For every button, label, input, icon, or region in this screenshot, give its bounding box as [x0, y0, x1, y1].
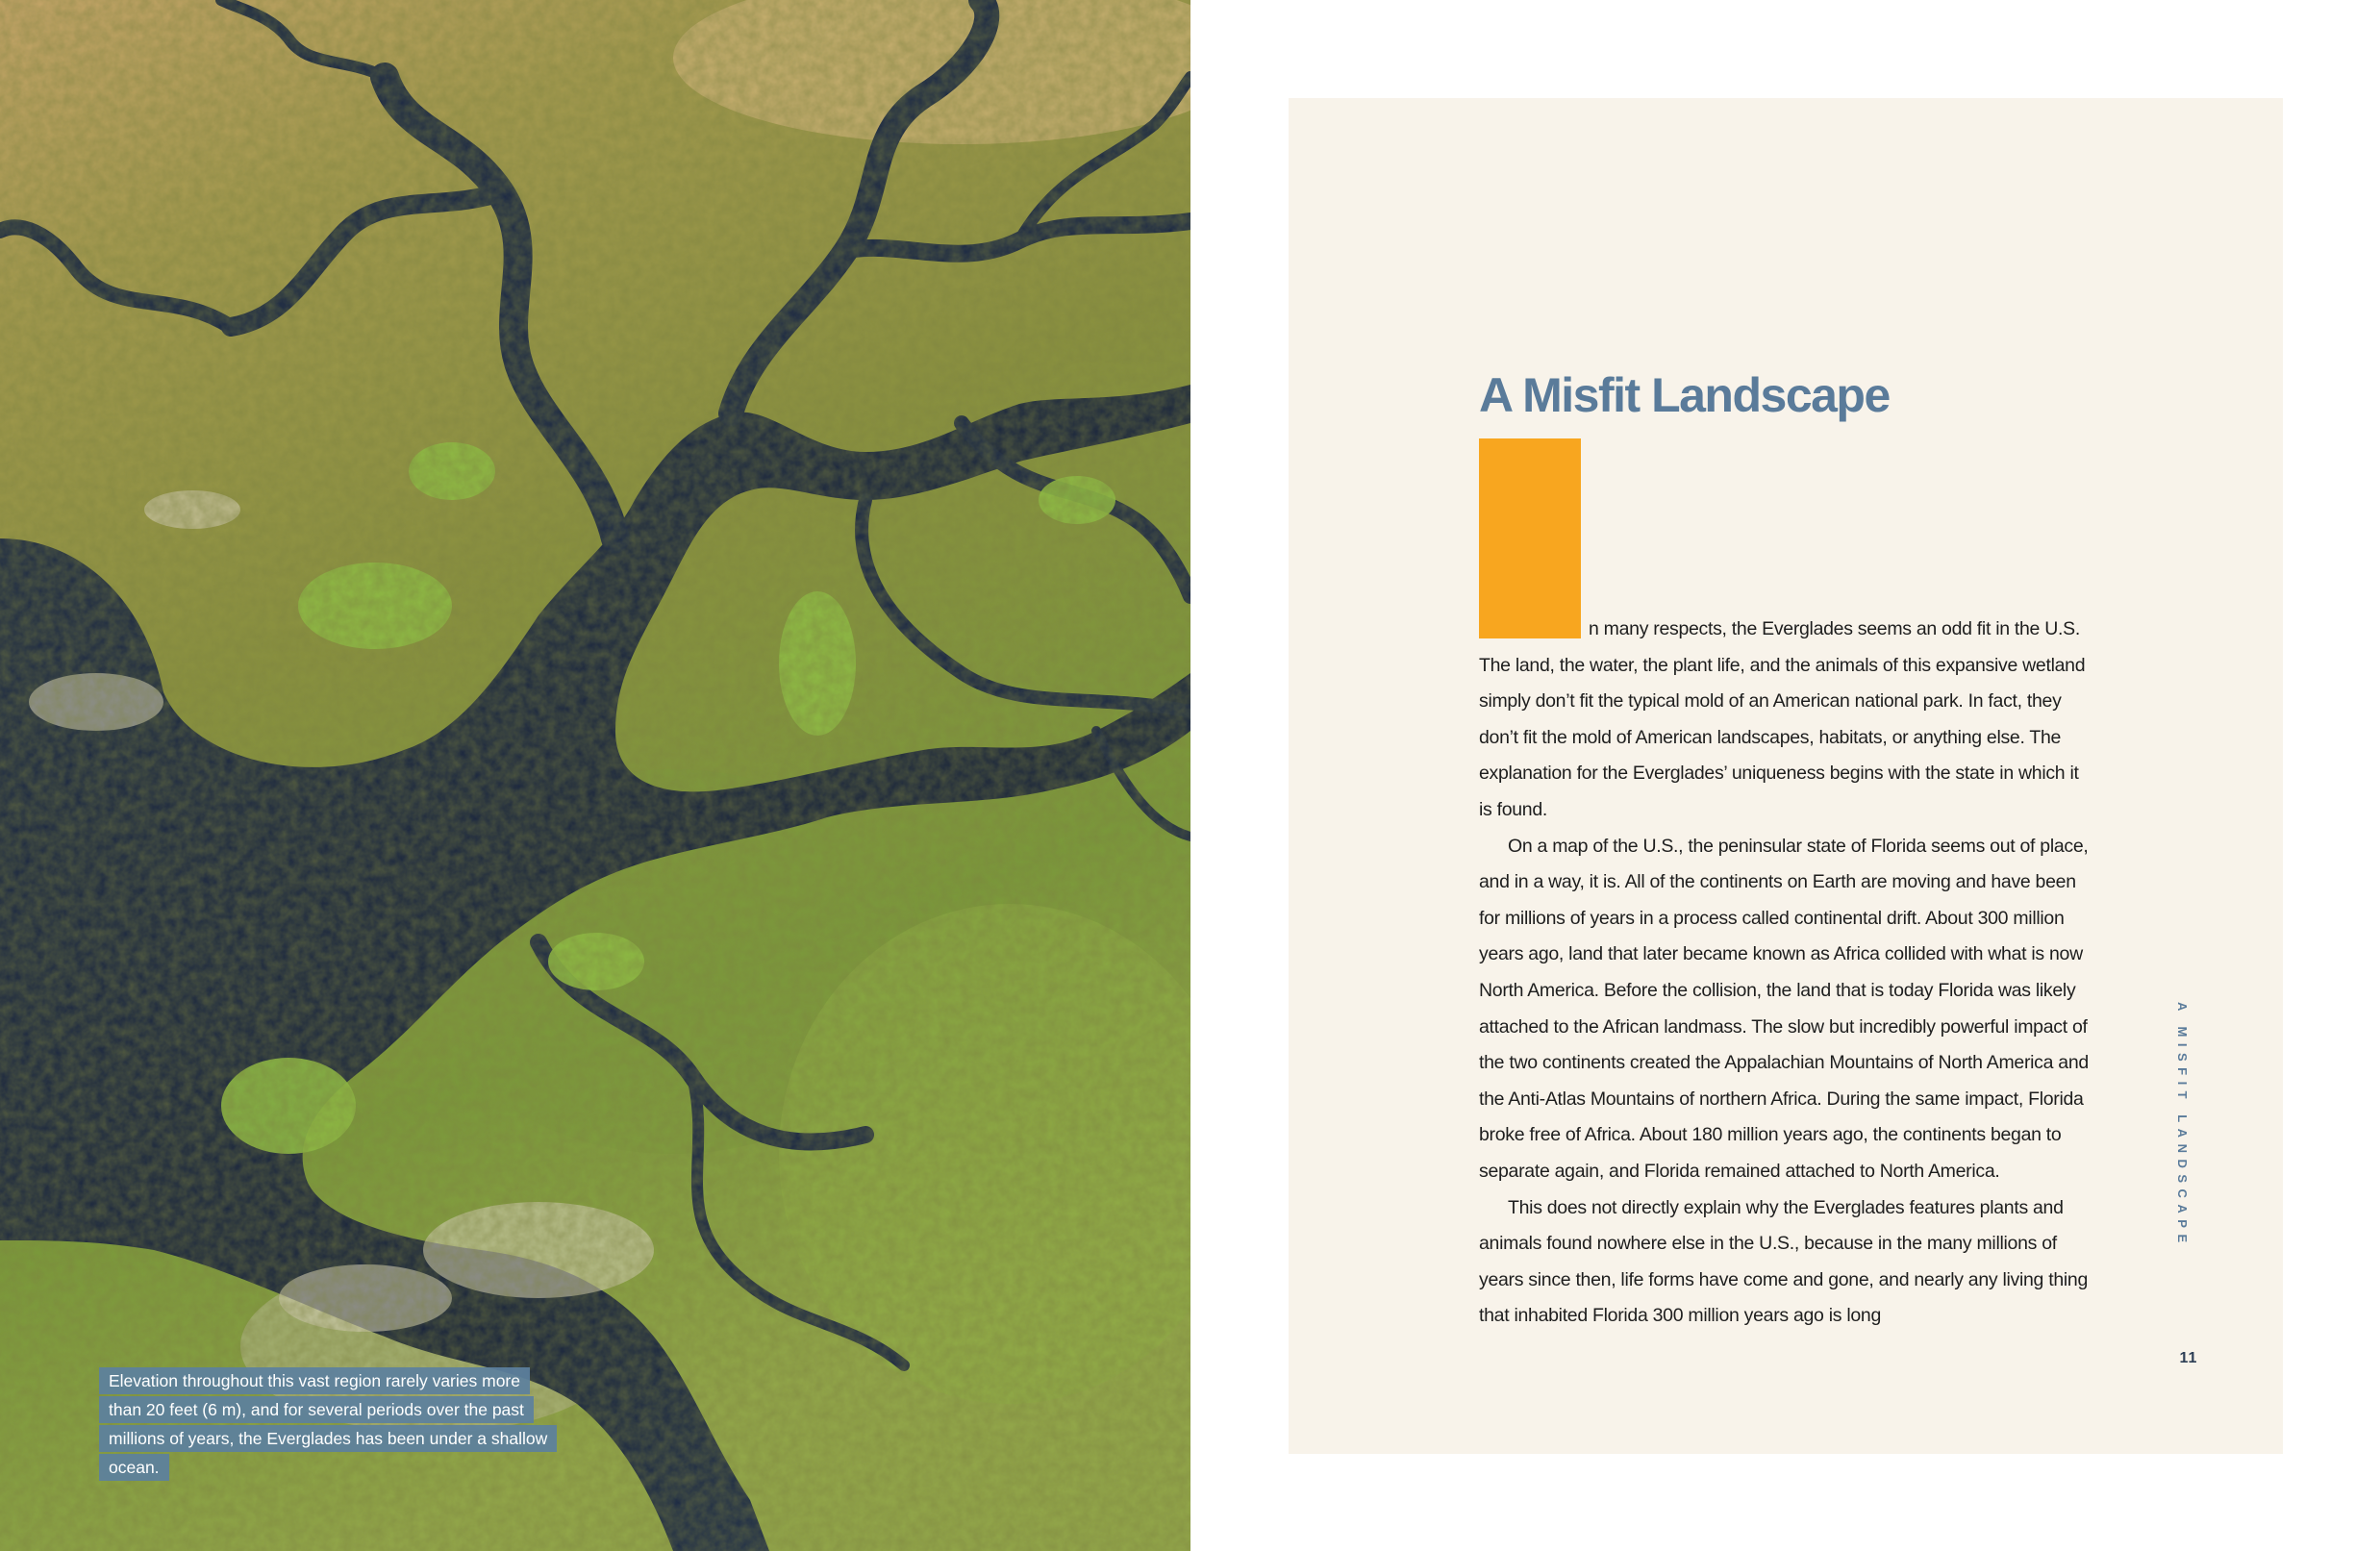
photo-caption-text: Elevation throughout this vast region rarely varies more than 20 feet (6 m), and for several periods over the past millions of years, the Everglades has been under a shallow ocean.	[99, 1367, 557, 1481]
body-paragraph: This does not directly explain why the Everglades features plants and animals found nowhere else in the U.S., because in the many millions of years since then, life forms have come and gone, and nearly any living thing that inhabited Florida 300 million years ago is long	[1479, 1196, 2088, 1327]
body-paragraph: On a map of the U.S., the peninsular state of Florida seems out of place, and in a way, it is. All of the continents on Earth are moving and have been for millions of years in a process called continental drift. About 300 million years ago, land that later became known as Africa collided with what is now North America. Before the collision, the land that is today Florida was likely attached to the African landmass. The slow but incredibly powerful impact of the two continents created the Appalachian Mountains of North America and the Anti-Atlas Mountains of northern Africa. During the same impact, Florida broke free of Africa. About 180 million years ago, the continents began to separate again, and Florida remained attached to North America.	[1479, 835, 2089, 1182]
photo-caption	[99, 1366, 551, 1482]
body-paragraph: n many respects, the Everglades seems an odd fit in the U.S. The land, the water, the plant life, and the animals of this expansive wetland simply don’t fit the typical mold of an American national park. In fact, they don’t fit the mold of American landscapes, habitats, or anything else. The explanation for the Everglades’ uniqueness begins with the state in which it is found.	[1479, 618, 2086, 820]
running-head: A MISFIT LANDSCAPE	[2175, 1002, 2190, 1249]
chapter-title: A Misfit Landscape	[1479, 368, 1890, 422]
drop-cap-block	[1479, 438, 1581, 638]
article-body	[1479, 612, 2094, 1335]
page-number: 11	[2179, 1350, 2198, 1366]
